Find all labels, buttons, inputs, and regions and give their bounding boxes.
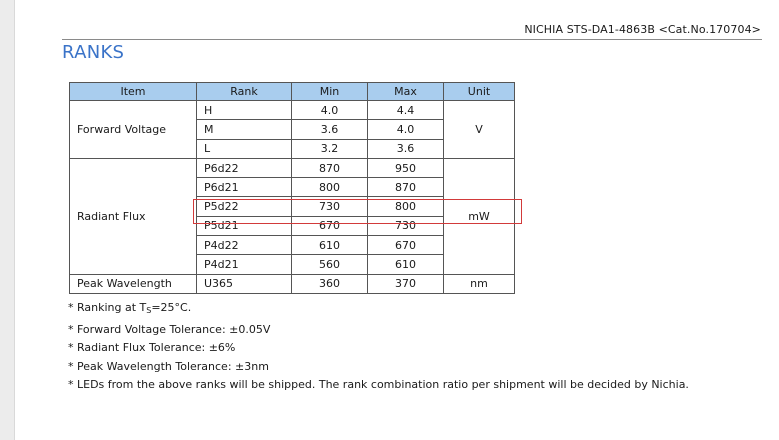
- unit-radiant-flux: mW: [444, 158, 515, 274]
- max-cell: 3.6: [368, 139, 444, 158]
- rank-cell: H: [197, 101, 292, 120]
- note-ranking-temperature: [68, 299, 689, 321]
- rank-cell: L: [197, 139, 292, 158]
- header-item: Item: [70, 83, 197, 101]
- notes-list: [68, 299, 689, 395]
- max-cell: 610: [368, 255, 444, 274]
- note-shipping: * LEDs from the above ranks will be shipped. The rank combination ratio per shipment will be decided by Nichia.: [68, 378, 689, 391]
- max-cell: 670: [368, 236, 444, 255]
- rank-cell: P4d22: [197, 236, 292, 255]
- left-scroll-gutter: [0, 0, 15, 440]
- item-radiant-flux: Radiant Flux: [70, 158, 197, 274]
- header-unit: Unit: [444, 83, 515, 101]
- note-forward-voltage-tolerance: * Forward Voltage Tolerance: ±0.05V: [68, 322, 271, 336]
- rank-cell: P5d21: [197, 216, 292, 235]
- header-divider: [62, 39, 762, 40]
- header-min: Min: [292, 83, 368, 101]
- rank-cell: M: [197, 120, 292, 139]
- unit-forward-voltage: V: [444, 101, 515, 159]
- rank-cell: U365: [197, 274, 292, 293]
- min-cell: 870: [292, 158, 368, 177]
- table-header-row: [70, 83, 515, 101]
- min-cell: 800: [292, 178, 368, 197]
- max-cell: 950: [368, 158, 444, 177]
- max-cell: 870: [368, 178, 444, 197]
- min-cell: 360: [292, 274, 368, 293]
- min-cell: 3.6: [292, 120, 368, 139]
- min-cell: 610: [292, 236, 368, 255]
- max-cell: 730: [368, 216, 444, 235]
- rank-cell: P6d21: [197, 178, 292, 197]
- min-cell: 730: [292, 197, 368, 216]
- note-text: =25°C.: [151, 301, 192, 314]
- item-peak-wavelength: Peak Wavelength: [70, 274, 197, 293]
- min-cell: 560: [292, 255, 368, 274]
- item-forward-voltage: Forward Voltage: [70, 101, 197, 159]
- table-row: [70, 158, 515, 177]
- note-text: * Ranking at T: [68, 301, 147, 314]
- rank-cell: P6d22: [197, 158, 292, 177]
- note-subscript: S: [146, 306, 152, 315]
- min-cell: 670: [292, 216, 368, 235]
- unit-peak-wavelength: nm: [444, 274, 515, 293]
- min-cell: 3.2: [292, 139, 368, 158]
- header-max: Max: [368, 83, 444, 101]
- max-cell: 4.0: [368, 120, 444, 139]
- table-row: [70, 274, 515, 293]
- document-reference: NICHIA STS-DA1-4863B <Cat.No.170704>: [524, 23, 761, 36]
- note-peak-wavelength-tolerance: * Peak Wavelength Tolerance: ±3nm: [68, 359, 269, 373]
- min-cell: 4.0: [292, 101, 368, 120]
- max-cell: 800: [368, 197, 444, 216]
- max-cell: 4.4: [368, 101, 444, 120]
- header-rank: Rank: [197, 83, 292, 101]
- max-cell: 370: [368, 274, 444, 293]
- table-row: [70, 101, 515, 120]
- rank-cell: P5d22: [197, 197, 292, 216]
- page-title: RANKS: [62, 42, 125, 63]
- rank-cell: P4d21: [197, 255, 292, 274]
- note-radiant-flux-tolerance: * Radiant Flux Tolerance: ±6%: [68, 341, 236, 354]
- ranks-table: [69, 82, 515, 294]
